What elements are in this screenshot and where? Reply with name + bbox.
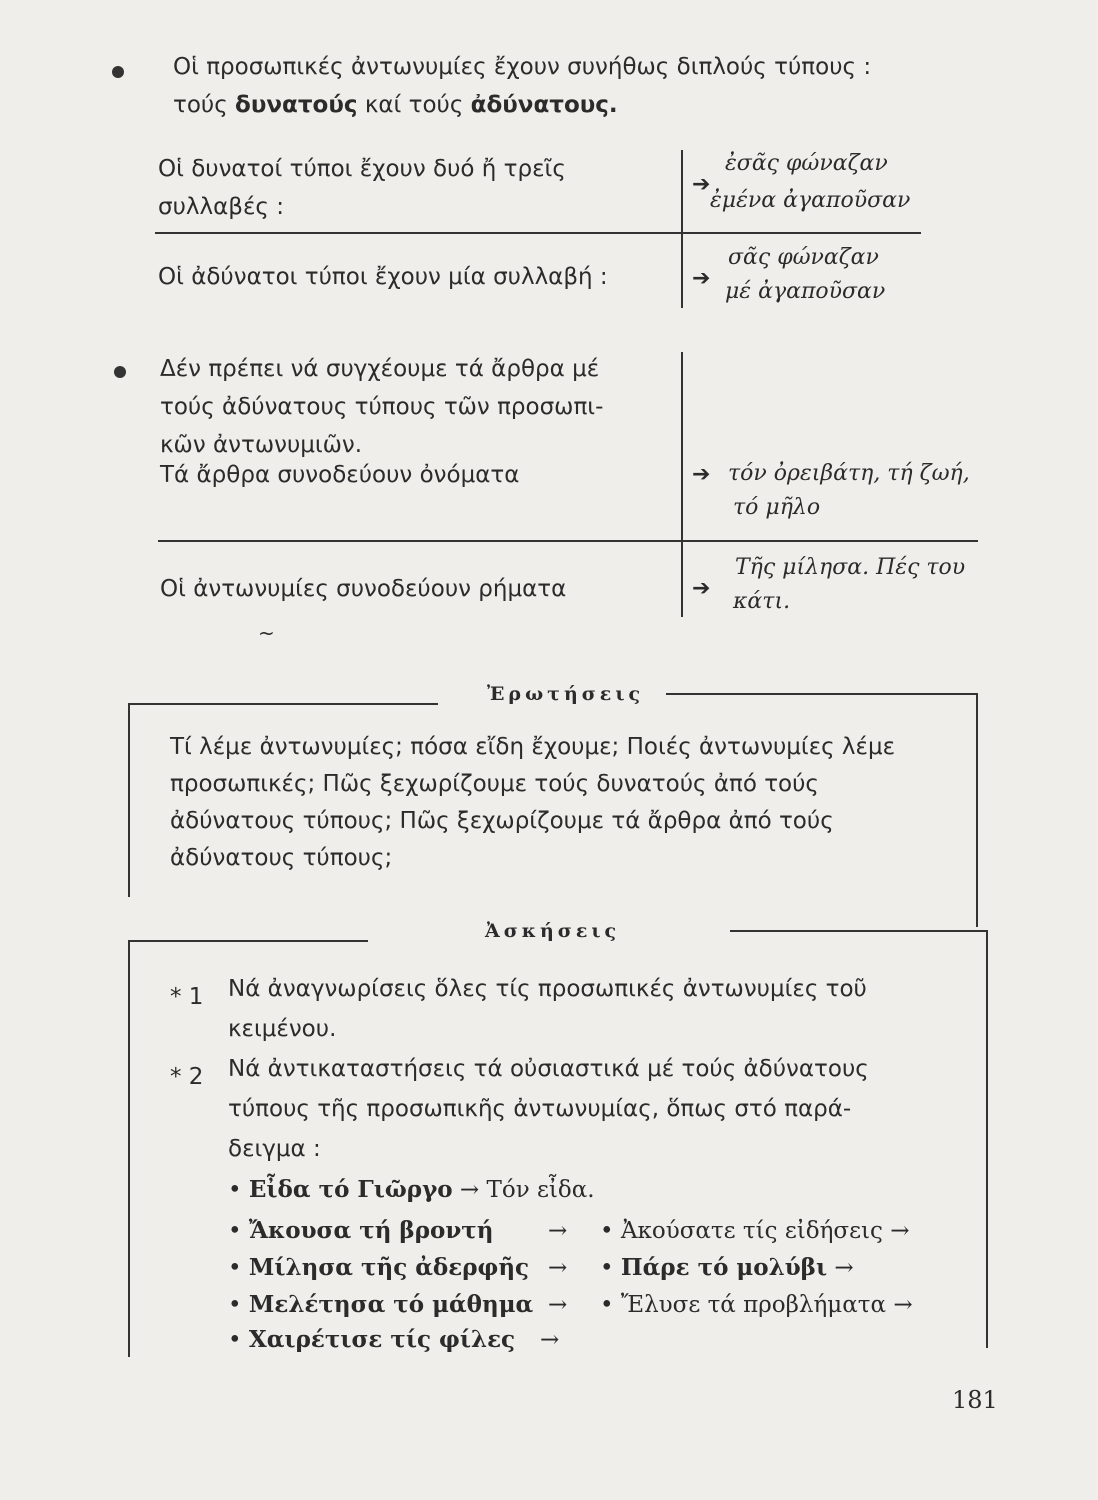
questions-box-top-right: [666, 693, 978, 695]
table2-row-separator: [158, 540, 978, 542]
arrow-right-icon: ➔: [692, 266, 711, 291]
exercise-example: • Εἶδα τό Γιῶργο → Τόν εἶδα.: [228, 1176, 595, 1203]
table2-paragraph-line: κῶν ἀντωνυμιῶν.: [160, 432, 363, 458]
table1-divider: [681, 150, 683, 308]
exercise-text: Νά ἀναγνωρίσεις ὅλες τίς προσωπικές ἀντωνυμίες τοῦ: [228, 976, 867, 1002]
questions-box-left-border: [128, 703, 130, 897]
intro-line-1: Οἱ προσωπικές ἀντωνυμίες ἔχουν συνήθως διπλούς τύπους :: [173, 54, 872, 80]
table2-paragraph-line: τούς ἀδύνατους τύπους τῶν προσωπι-: [160, 394, 604, 420]
exercise-text: δειγμα :: [228, 1136, 321, 1162]
exercise-item: • Ἀκούσατε τίς εἰδήσεις →: [600, 1218, 910, 1244]
exercise-number: * 2: [170, 1064, 204, 1090]
exercise-item: • Χαιρέτισε τίς φίλες: [228, 1326, 516, 1353]
arrow-right-icon: →: [548, 1292, 568, 1318]
exercise-item: • Ἔλυσε τά προβλήματα →: [600, 1292, 913, 1318]
table2-paragraph-line: Δέν πρέπει νά συγχέουμε τά ἄρθρα μέ: [160, 356, 600, 382]
table2-row1-example: τόν ὀρειβάτη, τή ζωή,: [728, 461, 970, 486]
arrow-right-icon: ➔: [692, 462, 711, 487]
table1-row-separator: [155, 232, 921, 234]
bullet-icon: [112, 66, 124, 78]
exercises-box-left-border: [128, 940, 130, 1357]
exercises-box-top-right: [730, 930, 988, 932]
table2-paragraph-line: Τά ἄρθρα συνοδεύουν ὀνόματα: [160, 462, 520, 488]
table2-row1-example: τό μῆλο: [733, 495, 821, 520]
table2-divider: [681, 352, 683, 617]
exercise-text: Νά ἀντικαταστήσεις τά οὐσιαστικά μέ τούς ἀδύνατους: [228, 1056, 869, 1082]
table2-row2-text: Οἱ ἀντωνυμίες συνοδεύουν ρήματα: [160, 576, 567, 602]
table1-row2-text: Οἱ ἀδύνατοι τύποι ἔχουν μία συλλαβή :: [158, 264, 608, 290]
exercise-item: • Πάρε τό μολύβι →: [600, 1254, 854, 1281]
question-line: ἀδύνατους τύπους; Πῶς ξεχωρίζουμε τά ἄρθρα ἀπό τούς: [170, 808, 834, 834]
exercises-box-right-border: [986, 930, 988, 1348]
table1-row1-example: ἐμένα ἀγαποῦσαν: [710, 188, 911, 213]
table1-row2-example: σᾶς φώναζαν: [728, 245, 879, 270]
table1-row1-example: ἐσᾶς φώναζαν: [725, 151, 888, 176]
question-line: ἀδύνατους τύπους;: [170, 845, 393, 871]
arrow-right-icon: →: [540, 1327, 560, 1353]
intro-line-2: τούς δυνατούς καί τούς ἀδύνατους.: [173, 92, 618, 118]
table1-row2-example: μέ ἀγαποῦσαν: [725, 279, 886, 304]
question-line: Τί λέμε ἀντωνυμίες; πόσα εἴδη ἔχουμε; Ποιές ἀντωνυμίες λέμε: [170, 734, 896, 760]
arrow-right-icon: →: [548, 1218, 568, 1244]
arrow-right-icon: ➔: [692, 576, 711, 601]
table1-row1-text: Οἱ δυνατοί τύποι ἔχουν δυό ἤ τρεῖς: [158, 156, 566, 182]
tilde-mark: ~: [258, 621, 275, 645]
table2-row2-example: Τῆς μίλησα. Πές του: [735, 555, 966, 580]
table2-row2-example: κάτι.: [733, 589, 791, 614]
table1-row1-text: συλλαβές :: [158, 194, 284, 220]
arrow-right-icon: ➔: [692, 172, 711, 197]
exercise-text: κειμένου.: [228, 1016, 337, 1042]
arrow-right-icon: →: [548, 1255, 568, 1281]
exercise-item: • Μελέτησα τό μάθημα: [228, 1291, 534, 1318]
exercise-number: * 1: [170, 984, 204, 1010]
exercises-heading: Ἀσκήσεις: [485, 920, 621, 942]
questions-box-top-left: [128, 703, 438, 705]
exercise-item: • Μίλησα τῆς ἀδερφῆς: [228, 1254, 530, 1281]
exercises-box-top-left: [128, 940, 368, 942]
exercise-text: τύπους τῆς προσωπικῆς ἀντωνυμίας, ὅπως στό παρά-: [228, 1096, 852, 1122]
questions-heading: Ἐρωτήσεις: [487, 683, 645, 705]
page-number: 181: [952, 1386, 998, 1414]
questions-box-right-border: [976, 693, 978, 927]
question-line: προσωπικές; Πῶς ξεχωρίζουμε τούς δυνατούς ἀπό τούς: [170, 771, 819, 797]
exercise-item: • Ἄκουσα τή βροντή: [228, 1217, 494, 1244]
bullet-icon: [114, 366, 126, 378]
